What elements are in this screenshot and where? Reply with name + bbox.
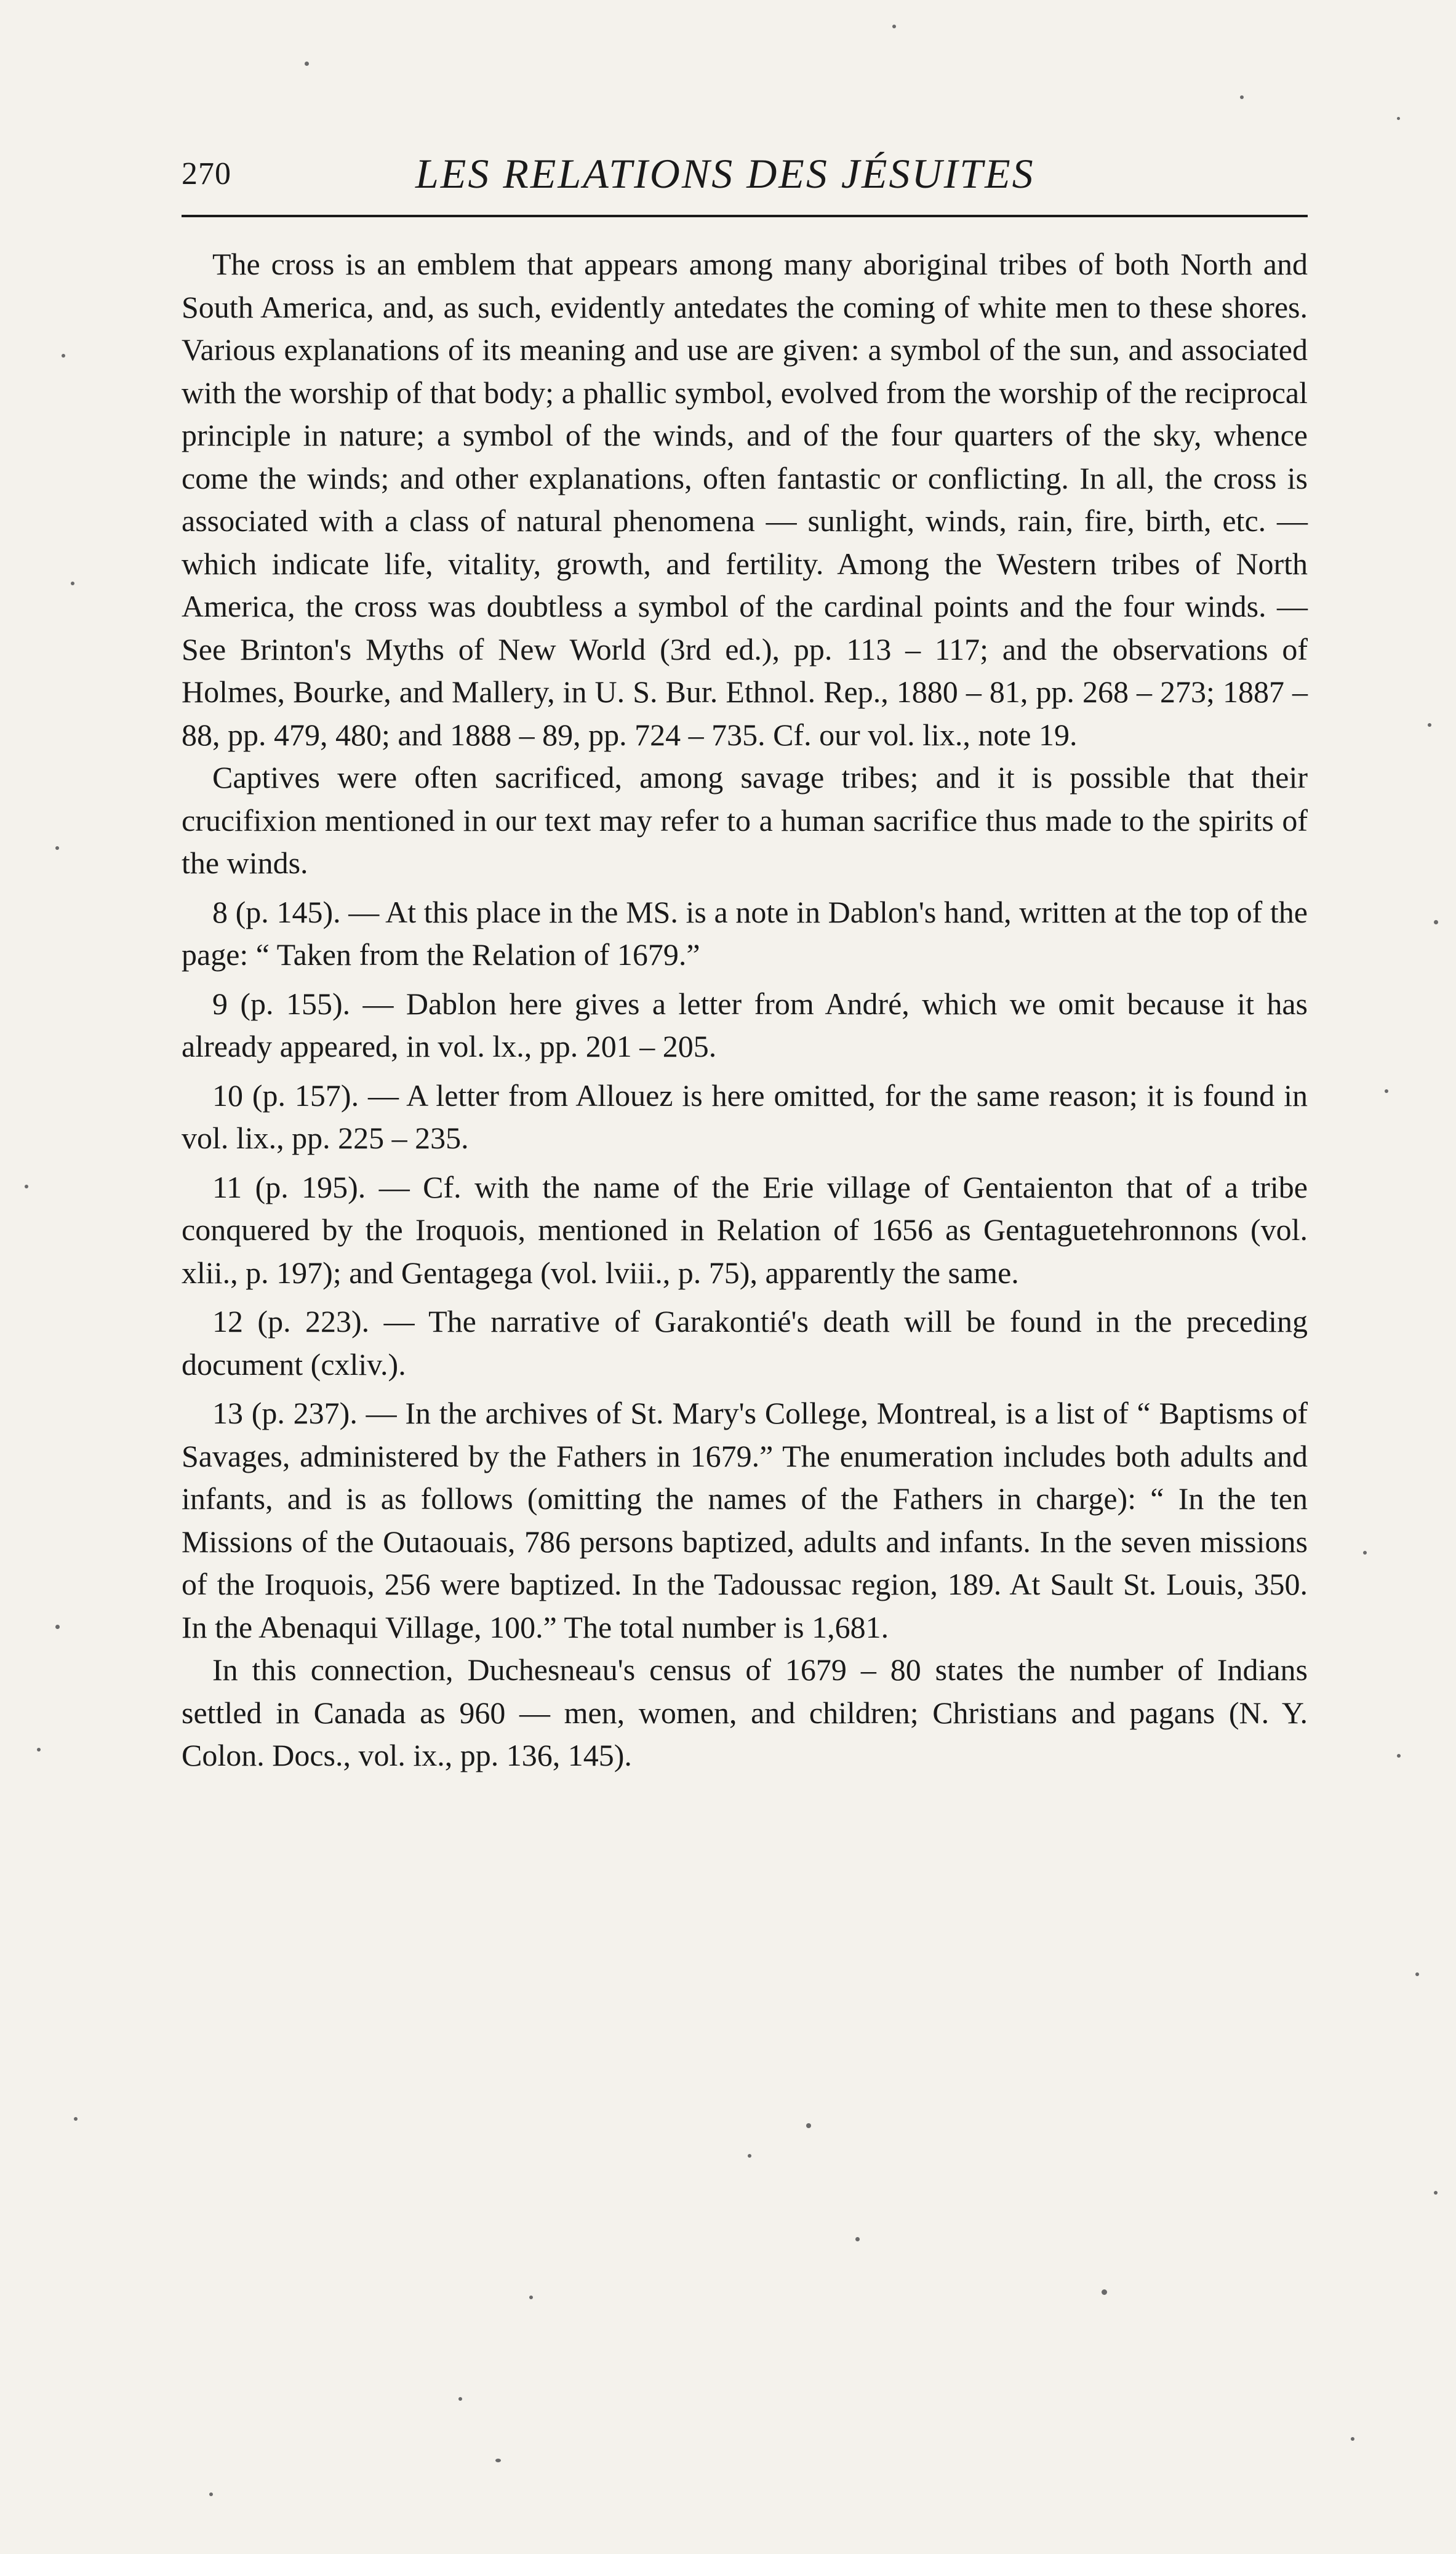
scan-speck [495, 2459, 501, 2462]
scan-speck [1385, 1089, 1388, 1093]
scan-speck [748, 2154, 751, 2158]
note-13: 13 (p. 237). — In the archives of St. Mary's College, Montreal, is a list of “ Baptisms of Savages, administered by the Fathers in 1679.” The enumeration includes both adults and infants, and is as follows (omitting the names of the Fathers in charge): “ In the ten Missions of the Outaouais, 786 persons baptized, adults and infants. In the seven missions of the Iroquois, 256 were baptized. In the Tadoussac region, 189. At Sault St. Louis, 350. In the Abenaqui Village, 100.” The total number is 1,681. [182, 1396, 1308, 1644]
scan-speck [458, 2397, 462, 2401]
scan-speck [305, 62, 309, 66]
paragraph-census: In this connection, Duchesneau's census of 1679 – 80 states the number of Indians settled in Canada as 960 — men, women, and children; Christians and pagans (N. Y. Colon. Docs., vol. ix., pp. 136, 145). [182, 1652, 1308, 1772]
scan-speck [892, 25, 896, 28]
scan-speck [855, 2237, 860, 2241]
scan-speck [25, 1185, 28, 1188]
note-9: 9 (p. 155). — Dablon here gives a letter from André, which we omit because it has already appeared, in vol. lx., pp. 201 – 205. [182, 986, 1308, 1063]
scan-speck [55, 1625, 60, 1629]
page-number: 270 [182, 156, 231, 191]
paragraph-captives: Captives were often sacrificed, among savage tribes; and it is possible that their crucifixion mentioned in our text may refer to a human sacrifice thus made to the spirits of the winds. [182, 760, 1308, 880]
scan-speck [1428, 723, 1431, 727]
scan-speck [1397, 1754, 1401, 1758]
scan-speck [1397, 117, 1400, 120]
scan-speck [1363, 1551, 1367, 1555]
scan-speck [1240, 95, 1244, 99]
scan-speck [74, 2117, 78, 2121]
scan-speck [1351, 2437, 1354, 2441]
note-11: 11 (p. 195). — Cf. with the name of the Erie village of Gentaienton that of a tribe conquered by the Iroquois, mentioned in Relation of 1656 as Gentaguetehronnons (vol. xlii., p. 197); and Gentagega (vol. lviii., p. 75), apparently the same. [182, 1169, 1308, 1290]
scan-speck [529, 2296, 533, 2299]
scan-speck [209, 2492, 213, 2496]
header-rule [182, 215, 1308, 217]
note-12: 12 (p. 223). — The narrative of Garakontié's death will be found in the preceding document (cxliv.). [182, 1304, 1308, 1382]
scan-speck [62, 354, 65, 358]
note-10: 10 (p. 157). — A letter from Allouez is here omitted, for the same reason; it is found in vol. lix., pp. 225 – 235. [182, 1078, 1308, 1155]
note-8: 8 (p. 145). — At this place in the MS. is a note in Dablon's hand, written at the top of the page: “ Taken from the Relation of 1679.” [182, 894, 1308, 972]
notes-body [182, 243, 1308, 1777]
scan-speck [55, 846, 59, 850]
scan-speck [1434, 920, 1438, 924]
page-header [182, 145, 1308, 212]
scan-speck [37, 1748, 41, 1751]
scan-speck [1434, 2191, 1438, 2195]
paragraph-cross-emblem: The cross is an emblem that appears among many aboriginal tribes of both North and South America, and, as such, evidently antedates the coming of white men to these shores. Various explanations of its meaning and use are given: a symbol of the sun, and associated with the worship of that body; a phallic symbol, evolved from the worship of the reciprocal principle in nature; a symbol of the winds, and of the four quarters of the sky, whence come the winds; and other explanations, often fantastic or conflicting. In all, the cross is associated with a class of natural phenomena — sunlight, winds, rain, fire, birth, etc. — which indicate life, vitality, growth, and fertility. Among the Western tribes of North America, the cross was doubtless a symbol of the cardinal points and the four winds. — See Brinton's Myths of New World (3rd ed.), pp. 113 – 117; and the observations of Holmes, Bourke, and Mallery, in U. S. Bur. Ethnol. Rep., 1880 – 81, pp. 268 – 273; 1887 – 88, pp. 479, 480; and 1888 – 89, pp. 724 – 735. Cf. our vol. lix., note 19. [182, 247, 1308, 752]
scan-speck [1102, 2289, 1107, 2295]
scan-speck [1415, 1972, 1419, 1976]
running-title: LES RELATIONS DES JÉSUITES [415, 150, 1035, 197]
scan-speck [71, 582, 74, 585]
scan-speck [806, 2123, 811, 2128]
